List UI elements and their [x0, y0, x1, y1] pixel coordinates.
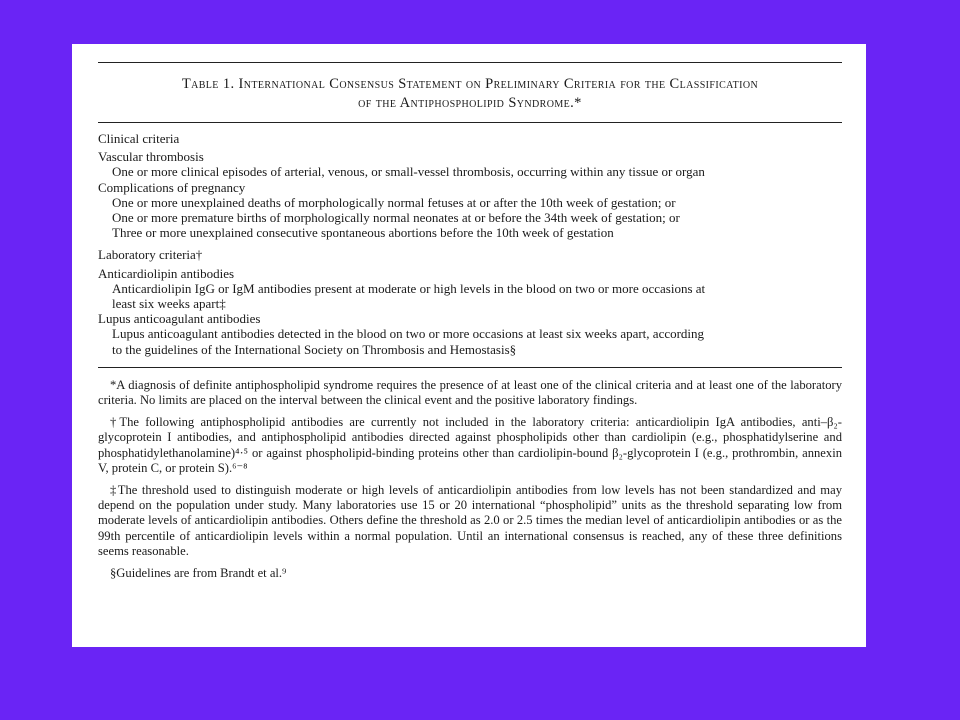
clinical-criteria-heading: Clinical criteria: [98, 131, 180, 146]
criteria-body: [98, 131, 842, 357]
footnote-rule: [98, 367, 842, 368]
vascular-thrombosis-item: One or more clinical episodes of arterial, venous, or small-vessel thrombosis, occurring within any tissue or organ: [112, 164, 705, 180]
vascular-thrombosis-heading: Vascular thrombosis: [98, 149, 204, 165]
top-rule: [98, 62, 842, 63]
lupus-anticoagulant-heading: Lupus anticoagulant antibodies: [98, 311, 261, 327]
footnote-dagger: †The following antiphospholipid antibodies are currently not included in the laboratory criteria: anticardiolipin IgA antibodies, anti–β₂-glycoprotein I antibodies, and antiphospholipid antibodies directed against phospholipids other than cardiolipin (e.g., phosphatidylserine and phosphatidylethanolamine)⁴·⁵ or against phospholipid-binding proteins other than cardiolipin-bound β₂-glycoprotein I (e.g., prothrombin, annexin V, protein C, or protein S).⁶⁻⁸: [98, 415, 842, 475]
pregnancy-item: One or more premature births of morphologically normal neonates at or before the 34th week of gestation; or: [112, 210, 680, 226]
table-title-line2: of the Antiphospholipid Syndrome.*: [358, 95, 582, 111]
footnotes: [98, 378, 842, 581]
footnote-asterisk: *A diagnosis of definite antiphospholipid syndrome requires the presence of at least one of the clinical criteria and at least one of the laboratory criteria. No limits are placed on the interval between the clinical event and the positive laboratory findings.: [98, 377, 842, 408]
pregnancy-item: One or more unexplained deaths of morphologically normal fetuses at or after the 10th week of gestation; or: [112, 194, 676, 210]
anticardiolipin-heading: Anticardiolipin antibodies: [98, 265, 235, 281]
laboratory-criteria-heading: Laboratory criteria†: [98, 247, 203, 263]
lupus-item-line1: Lupus anticoagulant antibodies detected in the blood on two or more occasions at least six weeks apart, according: [112, 326, 705, 342]
footnote-double-dagger: ‡The threshold used to distinguish moderate or high levels of anticardiolipin antibodies from low levels has not been standardized and may depend on the population under study. Many laboratories use 15 or 20 international “phospholipid” units as the threshold separating low from moderate levels of anticardiolipin antibodies. Others define the threshold as 2.0 or 2.5 times the median level of anticardiolipin antibodies or as the 99th percentile of anticardiolipin levels within a normal population. Until an international consensus is reached, any of these three definitions seems reasonable.: [98, 483, 842, 558]
footnote-section: §Guidelines are from Brandt et al.⁹: [110, 566, 287, 581]
anticardiolipin-item-line2: least six weeks apart‡: [112, 296, 226, 312]
title-rule: [98, 122, 842, 123]
pregnancy-item: Three or more unexplained consecutive spontaneous abortions before the 10th week of gestation: [112, 225, 614, 241]
table-title-line1: Table 1. International Consensus Statement on Preliminary Criteria for the Classification: [181, 76, 759, 92]
table-title: [98, 75, 842, 113]
pregnancy-complications-heading: Complications of pregnancy: [98, 179, 246, 195]
anticardiolipin-item-line1: Anticardiolipin IgG or IgM antibodies present at moderate or high levels in the blood on two or more occasions at: [112, 280, 706, 296]
table-container: [98, 62, 842, 581]
lupus-anticoagulant-item: [98, 326, 842, 356]
document-page: [72, 44, 866, 647]
anticardiolipin-item: [98, 281, 842, 311]
lupus-item-line2: to the guidelines of the International Society on Thrombosis and Hemostasis§: [112, 341, 517, 357]
